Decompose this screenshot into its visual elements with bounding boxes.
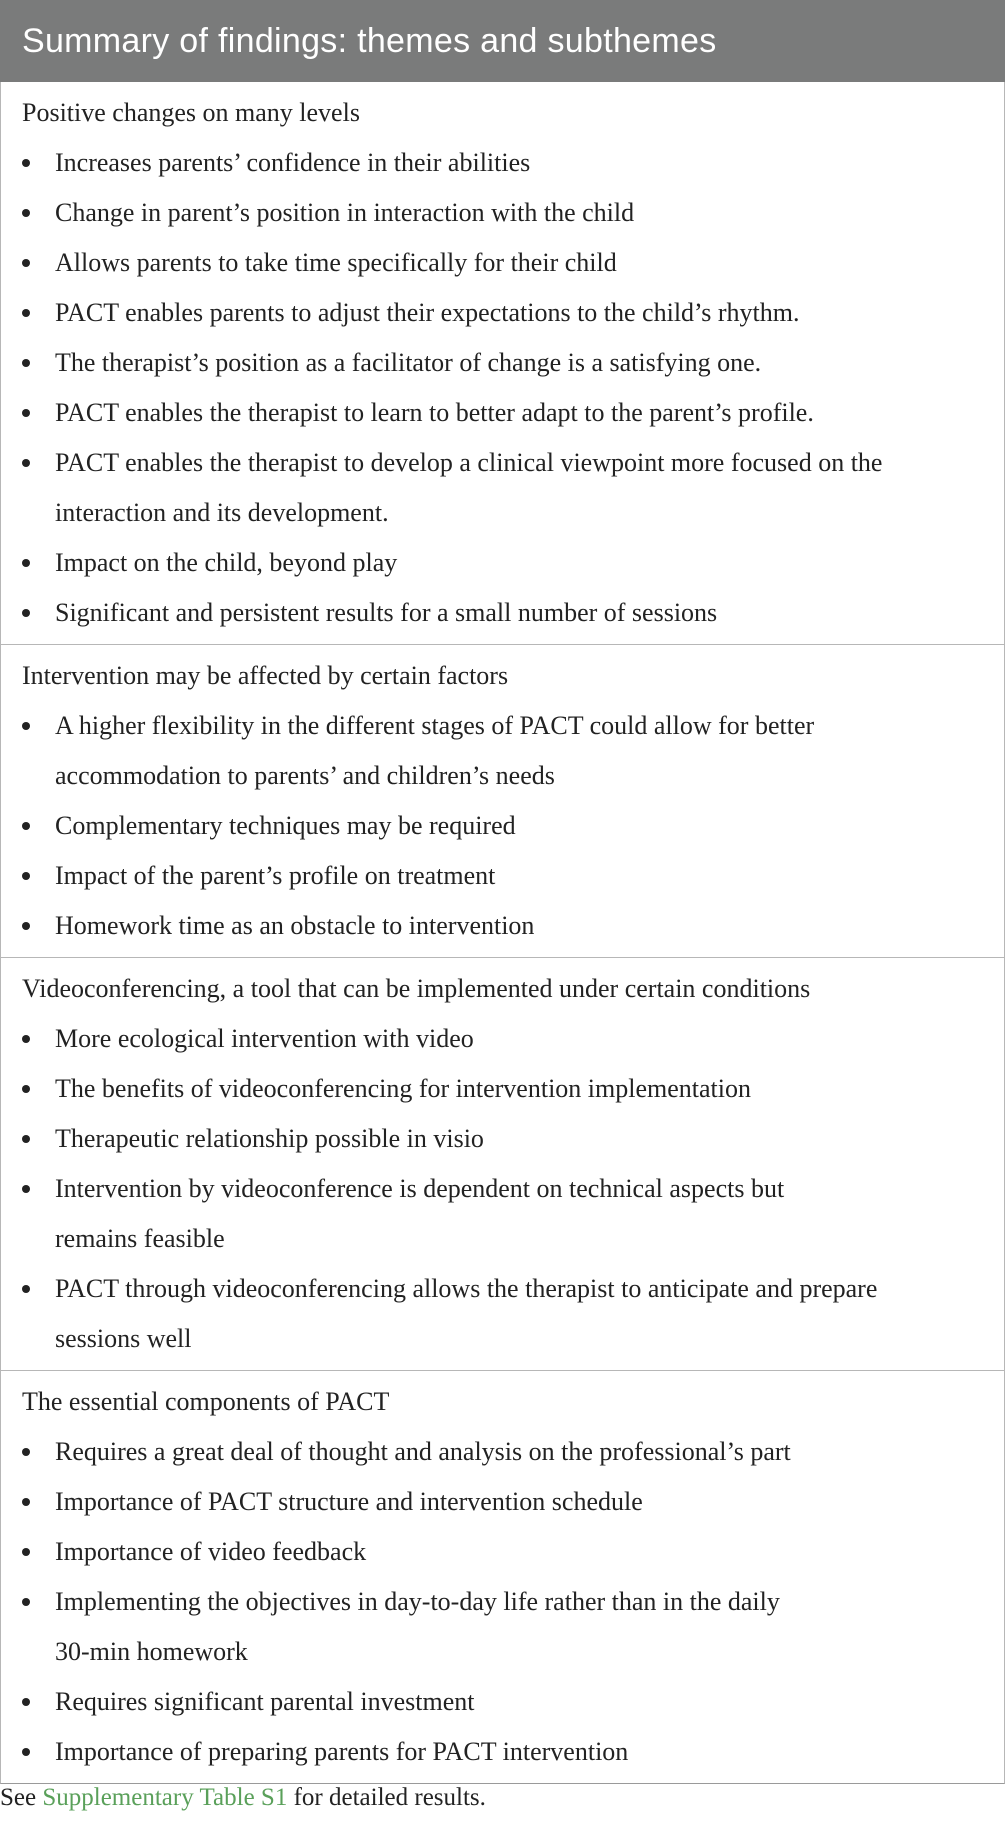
bullet-icon (22, 872, 30, 880)
footnote-prefix: See (0, 1784, 43, 1811)
subtheme-line: Importance of preparing parents for PACT intervention (55, 1737, 629, 1766)
bullet-icon (22, 409, 30, 417)
subtheme-item (1, 1114, 1004, 1164)
subtheme-item (1, 1264, 1004, 1364)
subtheme-item (1, 238, 1004, 288)
footnote-suffix: for detailed results. (287, 1784, 486, 1811)
subtheme-item (1, 338, 1004, 388)
bullet-icon (22, 1698, 30, 1706)
bullet-icon (22, 1598, 30, 1606)
subtheme-line: Significant and persistent results for a small number of sessions (55, 598, 718, 627)
subtheme-line: interaction and its development. (55, 498, 389, 527)
bullet-icon (22, 159, 30, 167)
subtheme-item (1, 1164, 1004, 1264)
bullet-icon (22, 1085, 30, 1093)
subtheme-line: remains feasible (55, 1224, 225, 1253)
subtheme-line: sessions well (55, 1324, 192, 1353)
subtheme-line: PACT enables the therapist to learn to better adapt to the parent’s profile. (55, 398, 814, 427)
bullet-icon (22, 1548, 30, 1556)
supplementary-table-link[interactable]: Supplementary Table S1 (42, 1784, 288, 1811)
table-header (0, 0, 1005, 82)
subtheme-item (1, 901, 1004, 951)
subtheme-item (1, 1064, 1004, 1114)
subtheme-line: Importance of video feedback (55, 1537, 367, 1566)
subtheme-line: Implementing the objectives in day-to-day life rather than in the daily (55, 1587, 780, 1616)
bullet-icon (22, 559, 30, 567)
bullet-icon (22, 1285, 30, 1293)
subtheme-line: PACT enables parents to adjust their expectations to the child’s rhythm. (55, 298, 800, 327)
subtheme-item (1, 288, 1004, 338)
subtheme-item (1, 188, 1004, 238)
bullet-icon (22, 1135, 30, 1143)
subtheme-item (1, 588, 1004, 638)
subtheme-line: 30-min homework (55, 1637, 248, 1666)
subtheme-line: Increases parents’ confidence in their abilities (55, 148, 531, 177)
bullet-icon (22, 822, 30, 830)
subtheme-line: Importance of PACT structure and intervention schedule (55, 1487, 643, 1516)
bullet-icon (22, 1498, 30, 1506)
table-footnote (0, 1778, 486, 1818)
theme-section (1, 82, 1004, 644)
subtheme-item (1, 801, 1004, 851)
subtheme-line: More ecological intervention with video (55, 1024, 474, 1053)
bullet-icon (22, 1035, 30, 1043)
bullet-icon (22, 922, 30, 930)
bullet-icon (22, 209, 30, 217)
bullet-icon (22, 259, 30, 267)
bullet-icon (22, 722, 30, 730)
subtheme-item (1, 1014, 1004, 1064)
subtheme-line: PACT through videoconferencing allows the therapist to anticipate and prepare (55, 1274, 878, 1303)
subtheme-item (1, 388, 1004, 438)
bullet-icon (22, 1185, 30, 1193)
subtheme-line: Complementary techniques may be required (55, 811, 516, 840)
subtheme-line: accommodation to parents’ and children’s needs (55, 761, 555, 790)
subtheme-item (1, 1527, 1004, 1577)
subtheme-item (1, 1577, 1004, 1677)
table-title: Summary of findings: themes and subthemes (22, 21, 717, 60)
subtheme-item (1, 851, 1004, 901)
bullet-icon (22, 1448, 30, 1456)
subtheme-line: The therapist’s position as a facilitator of change is a satisfying one. (55, 348, 762, 377)
theme-section (1, 1370, 1004, 1783)
subtheme-item (1, 1477, 1004, 1527)
subtheme-line: PACT enables the therapist to develop a clinical viewpoint more focused on the (55, 448, 883, 477)
subtheme-line: Intervention by videoconference is dependent on technical aspects but (55, 1174, 785, 1203)
bullet-icon (22, 309, 30, 317)
subtheme-line: A higher flexibility in the different stages of PACT could allow for better (55, 711, 815, 740)
subtheme-line: Impact of the parent’s profile on treatment (55, 861, 496, 890)
theme-heading: Positive changes on many levels (22, 98, 360, 127)
bullet-icon (22, 609, 30, 617)
subtheme-item (1, 1427, 1004, 1477)
subtheme-line: Homework time as an obstacle to intervention (55, 911, 535, 940)
theme-heading: Intervention may be affected by certain factors (22, 661, 509, 690)
subtheme-line: Change in parent’s position in interaction with the child (55, 198, 635, 227)
subtheme-item (1, 701, 1004, 801)
theme-heading: Videoconferencing, a tool that can be implemented under certain conditions (22, 974, 811, 1003)
subtheme-line: Impact on the child, beyond play (55, 548, 398, 577)
subtheme-line: Therapeutic relationship possible in visio (55, 1124, 484, 1153)
bullet-icon (22, 459, 30, 467)
subtheme-line: Requires a great deal of thought and analysis on the professional’s part (55, 1437, 791, 1466)
theme-section (1, 957, 1004, 1370)
theme-heading: The essential components of PACT (22, 1387, 390, 1416)
subtheme-item (1, 1677, 1004, 1727)
theme-section (1, 644, 1004, 957)
bullet-icon (22, 1748, 30, 1756)
subtheme-item (1, 1727, 1004, 1777)
bullet-icon (22, 359, 30, 367)
subtheme-line: The benefits of videoconferencing for intervention implementation (55, 1074, 751, 1103)
subtheme-item (1, 138, 1004, 188)
table-body (0, 82, 1005, 1784)
subtheme-line: Allows parents to take time specifically for their child (55, 248, 617, 277)
subtheme-item (1, 438, 1004, 538)
subtheme-line: Requires significant parental investment (55, 1687, 475, 1716)
subtheme-item (1, 538, 1004, 588)
